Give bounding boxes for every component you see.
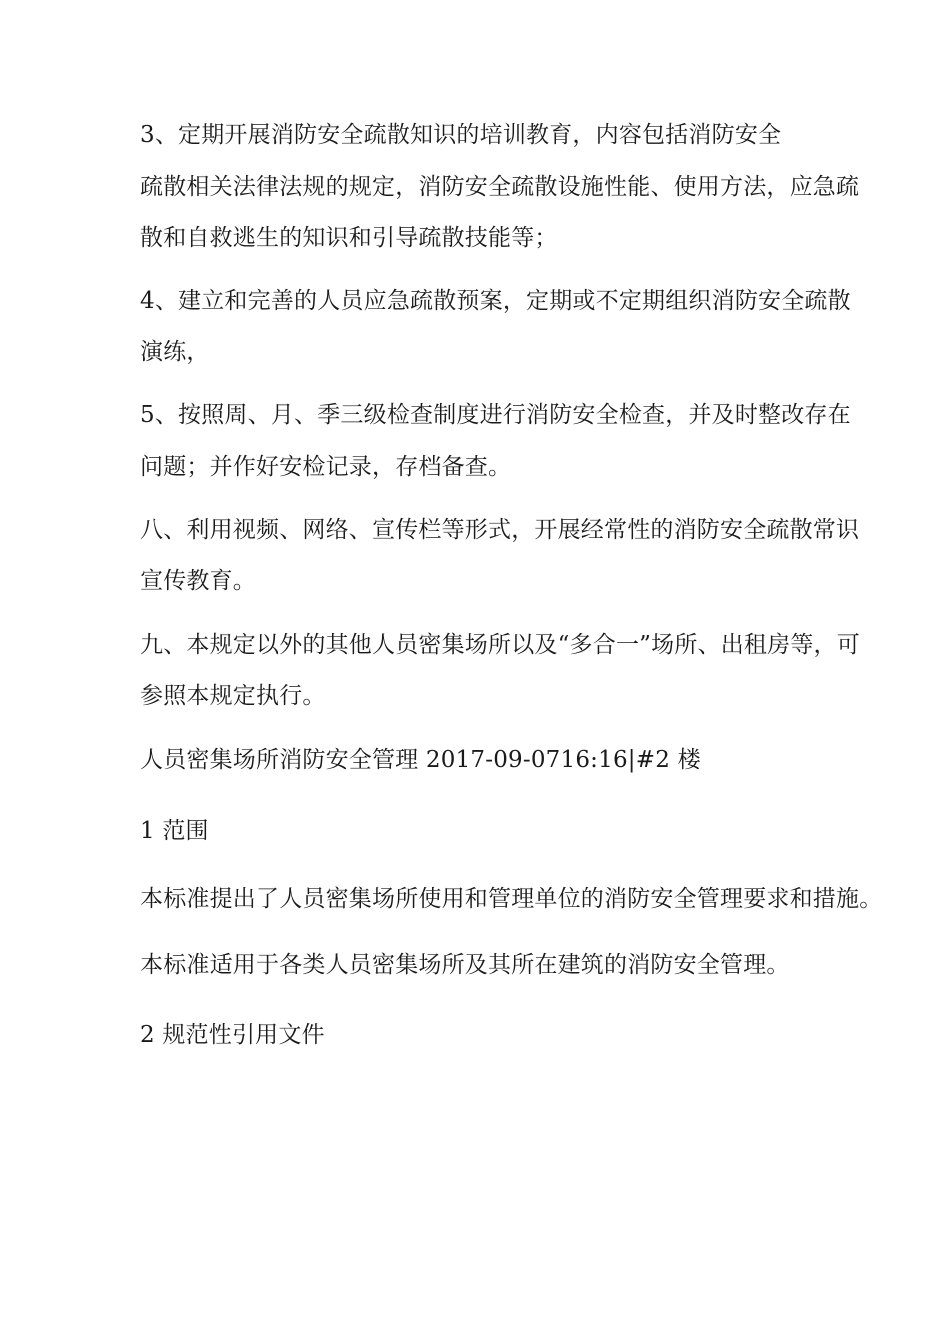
scope-paragraph-2: 本标准适用于各类人员密集场所及其所在建筑的消防安全管理。 xyxy=(140,952,790,978)
post-header: 人员密集场所消防安全管理 2017-09-0716:16|#2 楼 xyxy=(140,747,701,773)
section-1-heading: 1 范围 xyxy=(140,818,209,844)
paragraph-9-line-1: 九、本规定以外的其他人员密集场所以及“多合一”场所、出租房等，可 xyxy=(140,632,860,658)
scope-paragraph-1: 本标准提出了人员密集场所使用和管理单位的消防安全管理要求和措施。 xyxy=(140,886,883,912)
paragraph-8-line-1: 八、利用视频、网络、宣传栏等形式，开展经常性的消防安全疏散常识 xyxy=(140,517,860,543)
section-2-heading: 2 规范性引用文件 xyxy=(140,1022,325,1048)
paragraph-3-line-1: 3、定期开展消防安全疏散知识的培训教育，内容包括消防安全 xyxy=(140,122,782,148)
paragraph-3-line-2: 疏散相关法律法规的规定，消防安全疏散设施性能、使用方法，应急疏 xyxy=(140,174,860,200)
paragraph-8-line-2: 宣传教育。 xyxy=(140,568,256,594)
paragraph-3-line-3: 散和自救逃生的知识和引导疏散技能等； xyxy=(140,225,558,251)
paragraph-9-line-2: 参照本规定执行。 xyxy=(140,683,326,709)
paragraph-5-line-1: 5、按照周、月、季三级检查制度进行消防安全检查，并及时整改存在 xyxy=(140,402,851,428)
paragraph-4-line-2: 演练， xyxy=(140,339,210,365)
paragraph-4-line-1: 4、建立和完善的人员应急疏散预案，定期或不定期组织消防安全疏散 xyxy=(140,288,851,314)
paragraph-5-line-2: 问题；并作好安检记录，存档备查。 xyxy=(140,454,512,480)
